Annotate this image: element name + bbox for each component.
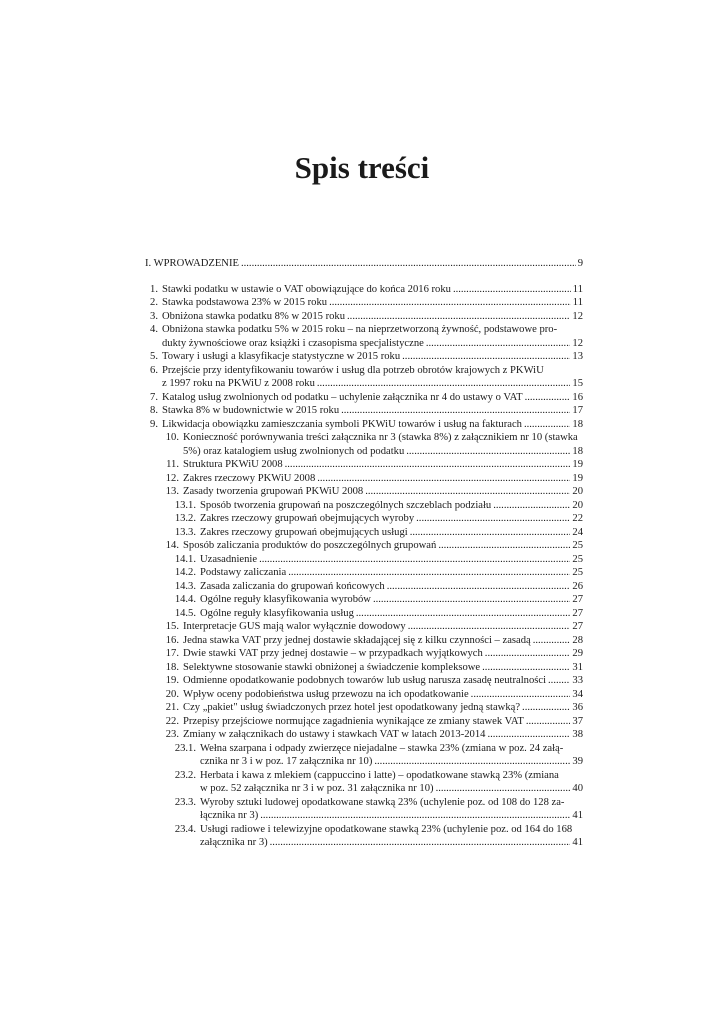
toc-page-number: 37 (572, 715, 583, 727)
dot-leader (402, 350, 570, 364)
toc-entry-text: Struktura PKWiU 2008 (183, 459, 283, 470)
toc-page-number: 27 (572, 621, 583, 632)
toc-entry[interactable] (145, 391, 583, 405)
toc-entry-text: Dwie stawki VAT przy jednej dostawie – w przypadkach wyjątkowych (183, 648, 483, 659)
toc-entry-number: 17. (165, 648, 179, 659)
toc-entry-number: 20. (165, 688, 179, 700)
toc-entry-text: w poz. 52 załącznika nr 3 i w poz. 31 załącznika nr 10) (200, 783, 434, 794)
toc-entry[interactable] (145, 728, 583, 742)
toc-entry[interactable] (145, 796, 583, 823)
toc-entry[interactable] (145, 593, 583, 607)
toc-page-number: 25 (572, 553, 583, 565)
toc-page-number: 29 (572, 648, 583, 659)
dot-leader (408, 620, 571, 634)
toc-entry[interactable] (145, 323, 583, 350)
toc-entry-text: Obniżona stawka podatku 5% w 2015 roku – na nieprzetworzoną żywność, podstawowe pro- (162, 324, 558, 335)
toc-entry-text: I. WPROWADZENIE (145, 258, 239, 269)
dot-leader (426, 337, 571, 351)
toc-entry-number: 16. (165, 634, 179, 646)
toc-entry-text: Likwidacja obowiązku zamieszczania symboli PKWiU towarów i usług na fakturach (162, 418, 522, 430)
toc-entry[interactable] (145, 350, 583, 364)
toc-entry-text: Odmienne opodatkowanie podobnych towarów lub usług narusza zasadę neutralności (183, 675, 547, 686)
toc-entry[interactable] (145, 742, 583, 769)
toc-entry[interactable] (145, 688, 583, 702)
dot-leader (329, 296, 571, 310)
toc-entry-number: 13.1. (174, 499, 196, 511)
toc-entry[interactable] (145, 661, 583, 675)
dot-leader (356, 607, 571, 621)
toc-entry-number: 23.2. (174, 769, 196, 781)
toc-entry[interactable] (145, 526, 583, 540)
toc-entry-text: Sposób zaliczania produktów do poszczególnych grupowań (183, 540, 437, 551)
toc-entry-number: 23.3. (174, 796, 196, 808)
toc-entry[interactable] (145, 634, 583, 648)
toc-entry-number: 8. (150, 405, 158, 416)
dot-leader (285, 458, 571, 472)
toc-entry-text: Jedna stawka VAT przy jednej dostawie składającej się z kilku czynności – zasadą (183, 634, 531, 646)
dot-leader (533, 634, 571, 648)
toc-entry-number: 5. (150, 351, 158, 362)
toc-entry-number: 6. (150, 364, 158, 376)
toc-entry-text: Sposób tworzenia grupowań na poszczególnych szczeblach podziału (200, 499, 492, 511)
toc-entry[interactable] (145, 566, 583, 580)
toc-entry[interactable] (145, 364, 583, 391)
toc-entry[interactable] (145, 257, 583, 271)
toc-page-number: 27 (572, 607, 583, 619)
toc-entry-text: Herbata i kawa z mlekiem (cappuccino i latte) – opodatkowane stawką 23% (zmiana (200, 769, 559, 781)
toc-entry-text: Towary i usługi a klasyfikacje statystyczne w 2015 roku (162, 351, 401, 362)
dot-leader (410, 526, 571, 540)
toc-page-number: 33 (572, 675, 583, 686)
dot-leader (288, 566, 570, 580)
toc-entry-number: 13. (165, 486, 179, 497)
toc-page-number: 41 (572, 810, 583, 821)
toc-page-number: 38 (572, 729, 583, 740)
toc-entry[interactable] (145, 620, 583, 634)
toc-entry-number: 3. (150, 310, 158, 322)
toc-entry-text: Zasady tworzenia grupowań PKWiU 2008 (183, 486, 364, 497)
toc-entry-number: 2. (150, 297, 158, 308)
toc-entry-text: Przejście przy identyfikowaniu towarów i usług dla potrzeb obrotów krajowych z PKWiU (162, 364, 544, 376)
toc-entry[interactable] (145, 310, 583, 324)
toc-entry[interactable] (145, 485, 583, 499)
toc-entry-text: Zakres rzeczowy grupowań obejmujących usługi (200, 526, 408, 538)
toc-entry-text: Czy „pakiet" usług świadczonych przez hotel jest opodatkowany jedną stawką? (183, 702, 521, 713)
toc-entry[interactable] (145, 539, 583, 553)
dot-leader (525, 391, 571, 405)
toc-entry-text: Zakres rzeczowy grupowań obejmujących wyroby (200, 513, 415, 524)
toc-entry[interactable] (145, 647, 583, 661)
toc-entry[interactable] (145, 607, 583, 621)
toc-entry-text: Zmiany w załącznikach do ustawy i stawkach VAT w latach 2013-2014 (183, 729, 486, 740)
toc-entry[interactable] (145, 715, 583, 729)
toc-entry-text: Katalog usług zwolnionych od podatku – uchylenie załącznika nr 4 do ustawy o VAT (162, 391, 523, 403)
toc-entry-number: 21. (165, 702, 179, 713)
toc-page-number: 20 (572, 499, 583, 511)
dot-leader (373, 593, 570, 607)
page-title: Spis treści (294, 150, 430, 185)
toc-page-number: 20 (572, 486, 583, 497)
toc-page-number: 25 (572, 567, 583, 578)
toc-entry-text: Selektywne stosowanie stawki obniżonej a świadczenie kompleksowe (183, 661, 481, 673)
dot-leader (347, 310, 570, 324)
toc-entry-text: 5%) oraz katalogiem usług zwolnionych od podatku (183, 445, 405, 457)
toc-entry-text: Obniżona stawka podatku 8% w 2015 roku (162, 310, 346, 322)
toc-entry-number: 13.3. (174, 526, 196, 538)
toc-page-number: 12 (572, 337, 583, 349)
dot-leader (485, 647, 571, 661)
toc-entry-text: dukty żywnościowe oraz książki i czasopisma specjalistyczne (162, 337, 424, 349)
toc-entry-text: Stawka 8% w budownictwie w 2015 roku (162, 405, 340, 416)
toc-entry[interactable] (145, 296, 583, 310)
toc-entry-number: 1. (150, 283, 158, 295)
toc-entry[interactable] (145, 674, 583, 688)
toc-entry-text: Przepisy przejściowe normujące zagadnienia wynikające ze zmiany stawek VAT (183, 715, 524, 727)
toc-entry-number: 4. (150, 324, 158, 335)
dot-leader (365, 485, 570, 499)
toc-entry-text: Usługi radiowe i telewizyjne opodatkowane stawką 23% (uchylenie poz. od 164 do 168 (200, 823, 573, 835)
dot-leader (341, 404, 570, 418)
toc-entry-text: Stawki podatku w ustawie o VAT obowiązujące do końca 2016 roku (162, 283, 451, 295)
toc-entry-number: 9. (150, 418, 158, 430)
dot-leader (436, 782, 571, 796)
toc-spacer (145, 271, 583, 283)
dot-leader (259, 553, 570, 567)
toc-entry-number: 22. (165, 715, 179, 727)
toc-page-number: 9 (577, 258, 583, 269)
toc-entry-number: 14.5. (174, 607, 196, 619)
dot-leader (416, 512, 570, 526)
toc-entry-number: 14.2. (174, 567, 196, 578)
toc-entry-text: Zakres rzeczowy PKWiU 2008 (183, 472, 316, 484)
toc-entry[interactable] (145, 553, 583, 567)
toc-entry-text: Ogólne reguły klasyfikowania usług (200, 607, 354, 619)
dot-leader (524, 418, 570, 432)
toc-page-number: 24 (572, 526, 583, 538)
dot-leader (317, 377, 571, 391)
dot-leader (241, 257, 576, 271)
toc-entry-number: 23. (165, 729, 179, 740)
toc-page-number: 28 (572, 634, 583, 646)
toc-entry[interactable] (145, 512, 583, 526)
toc-page-number: 22 (572, 513, 583, 524)
toc-entry-text: Konieczność porównywania treści załącznika nr 3 (stawka 8%) z załącznikiem nr 10 (stawka (183, 432, 578, 443)
toc-page-number: 11 (572, 283, 583, 295)
toc-entry-number: 11. (166, 459, 179, 470)
toc-page-number: 26 (572, 580, 583, 592)
toc-entry-text: z 1997 roku na PKWiU z 2008 roku (162, 378, 315, 389)
toc-page-number: 31 (572, 661, 583, 673)
toc-page-number: 19 (572, 459, 583, 470)
toc-entry-number: 14.1. (174, 553, 196, 565)
toc-entry-text: Stawka podstawowa 23% w 2015 roku (162, 297, 328, 308)
toc-entry-number: 14.3. (174, 580, 196, 592)
toc-entry[interactable] (145, 283, 583, 297)
toc-entry-text: Interpretacje GUS mają walor wyłącznie dowodowy (183, 621, 406, 632)
table-of-contents (145, 257, 583, 850)
toc-entry-number: 13.2. (174, 513, 196, 524)
toc-page-number: 17 (572, 405, 583, 416)
toc-entry[interactable] (145, 769, 583, 796)
toc-entry[interactable] (145, 701, 583, 715)
toc-entry-text: Ogólne reguły klasyfikowania wyrobów (200, 594, 371, 605)
dot-leader (526, 715, 571, 729)
toc-entry-number: 14.4. (174, 594, 196, 605)
toc-page-number: 18 (572, 445, 583, 457)
toc-page-number: 19 (572, 472, 583, 484)
toc-entry-number: 19. (165, 675, 179, 686)
dot-leader (270, 836, 571, 850)
dot-leader (487, 728, 570, 742)
toc-page-number: 25 (572, 540, 583, 551)
dot-leader (482, 661, 570, 675)
toc-page-number: 12 (572, 310, 583, 322)
dot-leader (387, 580, 571, 594)
dot-leader (317, 472, 570, 486)
toc-entry[interactable] (145, 472, 583, 486)
toc-page-number: 11 (572, 297, 583, 308)
toc-entry-text: Uzasadnienie (200, 553, 258, 565)
toc-entry-text: załącznika nr 3) (200, 837, 268, 848)
toc-page-number: 34 (572, 688, 583, 700)
dot-leader (438, 539, 570, 553)
dot-leader (453, 283, 571, 297)
toc-entry[interactable] (145, 580, 583, 594)
toc-entry-number: 23.4. (174, 823, 196, 835)
toc-entry[interactable] (145, 499, 583, 513)
toc-entry-text: Zasada zaliczania do grupowań końcowych (200, 580, 385, 592)
dot-leader (522, 701, 570, 715)
toc-entry[interactable] (145, 404, 583, 418)
toc-entry-text: Podstawy zaliczania (200, 567, 287, 578)
dot-leader (471, 688, 571, 702)
toc-page-number: 13 (572, 351, 583, 362)
toc-entry-number: 23.1. (174, 742, 196, 754)
toc-entry[interactable] (145, 418, 583, 432)
toc-page-number: 36 (572, 702, 583, 713)
toc-page-number: 27 (572, 594, 583, 605)
dot-leader (548, 674, 570, 688)
toc-entry-text: Wełna szarpana i odpady zwierzęce niejadalne – stawka 23% (zmiana w poz. 24 załą- (200, 742, 564, 754)
toc-entry-number: 10. (165, 432, 179, 443)
dot-leader (406, 445, 570, 459)
toc-entry-number: 18. (165, 661, 179, 673)
toc-entry[interactable] (145, 823, 583, 850)
dot-leader (493, 499, 570, 513)
toc-page-number: 39 (572, 756, 583, 767)
toc-entry[interactable] (145, 458, 583, 472)
toc-page-number: 18 (572, 418, 583, 430)
toc-entry[interactable] (145, 431, 583, 458)
toc-entry-text: cznika nr 3 i w poz. 17 załącznika nr 10) (200, 756, 373, 767)
toc-page-number: 15 (572, 378, 583, 389)
dot-leader (374, 755, 570, 769)
toc-page-number: 16 (572, 391, 583, 403)
toc-entry-number: 7. (150, 391, 158, 403)
toc-page-number: 41 (572, 837, 583, 848)
toc-entry-number: 12. (165, 472, 179, 484)
toc-entry-number: 14. (165, 540, 179, 551)
toc-entry-text: Wyroby sztuki ludowej opodatkowane stawką 23% (uchylenie poz. od 108 do 128 za- (200, 796, 565, 808)
toc-entry-number: 15. (165, 621, 179, 632)
toc-entry-text: łącznika nr 3) (200, 810, 259, 821)
toc-entry-text: Wpływ oceny podobieństwa usług przewozu na ich opodatkowanie (183, 688, 469, 700)
toc-page-number: 40 (572, 783, 583, 794)
dot-leader (260, 809, 570, 823)
